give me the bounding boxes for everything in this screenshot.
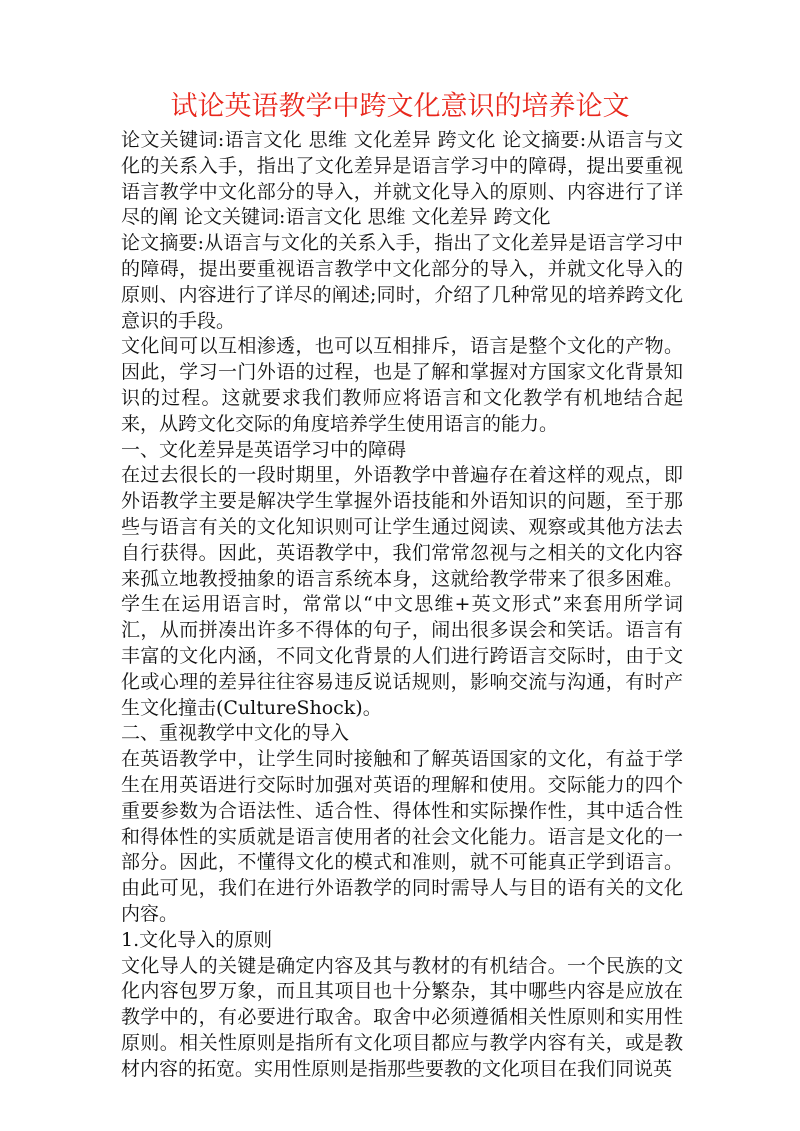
document-body <box>121 128 683 1082</box>
section-2-paragraph: 在英语教学中，让学生同时接触和了解英语国家的文化，有益于学生在用英语进行交际时加强对英语的理解和使用。交际能力的四个重要参数为合语法性、适合性、得体性和实际操作性，其中适合性和得体性的实质就是语言使用者的社会文化能力。语言是文化的一部分。因此，不懂得文化的模式和准则，就不可能真正学到语言。由此可见，我们在进行外语教学的同时需导人与目的语有关的文化内容。 <box>121 748 683 925</box>
section-heading-1: 一、文化差异是英语学习中的障碍 <box>121 438 407 461</box>
section-heading-2: 二、重视教学中文化的导入 <box>121 722 350 745</box>
subsection-heading-1: 1.文化导入的原则 <box>121 928 273 951</box>
abstract-paragraph: 论文摘要:从语言与文化的关系入手，指出了文化差异是语言学习中的障碍，提出要重视语言教学中文化部分的导入，并就文化导入的原则、内容进行了详尽的阐述;同时，介绍了几种常见的培养跨文化意识的手段。 <box>121 232 683 332</box>
intro-paragraph: 文化间可以互相渗透，也可以互相排斥，语言是整个文化的产物。因此，学习一门外语的过程，也是了解和掌握对方国家文化背景知识的过程。这就要求我们教师应将语言和文化教学有机地结合起来，从跨文化交际的角度培养学生使用语言的能力。 <box>121 335 683 435</box>
subsection-1-paragraph: 文化导人的关键是确定内容及其与教材的有机结合。一个民族的文化内容包罗万象，而且其项目也十分繁杂，其中哪些内容是应放在教学中的，有必要进行取舍。取舍中必须遵循相关性原则和实用性原则。相关性原则是指所有文化项目都应与教学内容有关，或是教材内容的拓宽。实用性原则是指那些要教的文化项目在我们同说英 <box>121 954 683 1080</box>
section-1-paragraph: 在过去很长的一段时期里，外语教学中普遍存在着这样的观点，即外语教学主要是解决学生掌握外语技能和外语知识的问题，至于那些与语言有关的文化知识则可让学生通过阅读、观察或其他方法去自行获得。因此，英语教学中，我们常常忽视与之相关的文化内容来孤立地教授抽象的语言系统本身，这就给教学带来了很多困难。学生在运用语言时，常常以“中文思维+英文形式”来套用所学词汇，从而拼凑出许多不得体的句子，闹出很多误会和笑话。语言有丰富的文化内涵，不同文化背景的人们进行跨语言交际时，由于文化或心理的差异往往容易违反说话规则，影响交流与沟通，有时产生文化撞击(CultureShock)。 <box>121 464 683 719</box>
keywords-abstract-paragraph: 论文关键词:语言文化 思维 文化差异 跨文化 论文摘要:从语言与文化的关系入手，指出了文化差异是语言学习中的障碍，提出要重视语言教学中文化部分的导入，并就文化导入的原则、内容进行了详尽的阐 论文关键词:语言文化 思维 文化差异 跨文化 <box>121 129 683 229</box>
document-title: 试论英语教学中跨文化意识的培养论文 <box>170 91 630 122</box>
